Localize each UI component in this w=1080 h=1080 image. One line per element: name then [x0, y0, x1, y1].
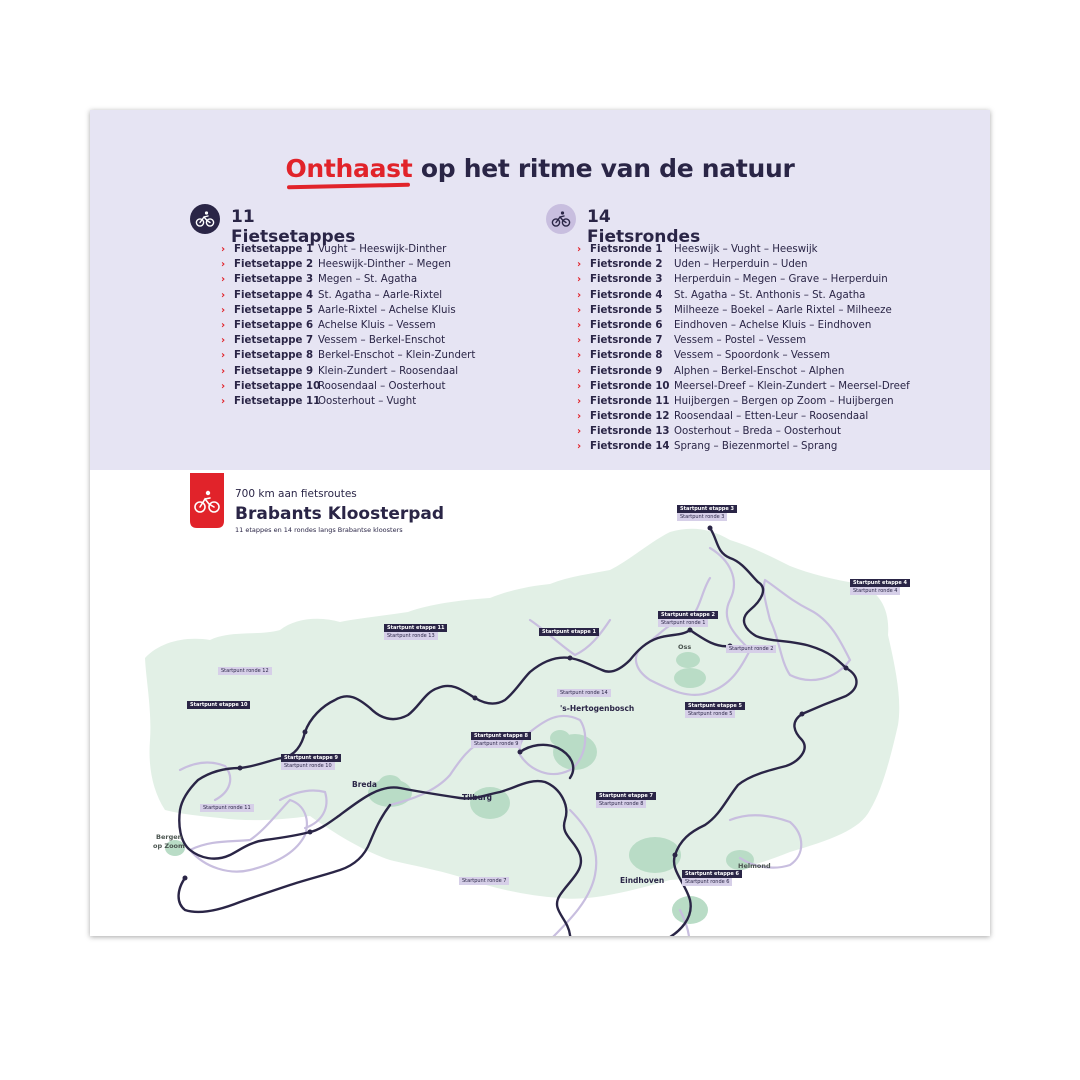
route-name: Fietsronde 11 [590, 395, 670, 407]
label-ronde-12: Startpunt ronde 12 [218, 667, 272, 675]
route-stops: Meersel-Dreef – Klein-Zundert – Meersel-Dreef [674, 380, 910, 392]
route-stops: Eindhoven – Achelse Kluis – Eindhoven [674, 319, 872, 331]
route-name: Fietsetappe 3 [234, 274, 314, 286]
route-stops: Herperduin – Megen – Grave – Herperduin [674, 274, 888, 286]
label-ronde-8: Startpunt ronde 8 [596, 800, 646, 808]
route-stops: St. Agatha – Aarle-Rixtel [318, 289, 443, 301]
chevron-right-icon: › [577, 350, 582, 362]
label-ronde-10: Startpunt ronde 10 [281, 762, 335, 770]
route-name: Fietsetappe 11 [234, 395, 321, 407]
brand-subtitle: 700 km aan fietsroutes [235, 488, 357, 500]
route-name: Fietsetappe 9 [234, 365, 314, 377]
route-name: Fietsetappe 6 [234, 319, 314, 331]
route-name: Fietsronde 4 [590, 289, 663, 301]
label-etappe-7: Startpunt etappe 7 [596, 792, 656, 800]
chevron-right-icon: › [577, 380, 582, 392]
city-label-breda: Breda [352, 780, 377, 789]
city-label-helmond: Helmond [738, 862, 771, 870]
chevron-right-icon: › [577, 411, 582, 423]
chevron-right-icon: › [221, 319, 226, 331]
route-stops: Vessem – Postel – Vessem [674, 335, 807, 347]
chevron-right-icon: › [577, 244, 582, 255]
chevron-right-icon: › [221, 289, 226, 301]
chevron-right-icon: › [221, 244, 226, 255]
bicycle-icon [190, 473, 224, 528]
chevron-right-icon: › [221, 350, 226, 362]
chevron-right-icon: › [221, 304, 226, 316]
headline-rest: op het ritme van de natuur [412, 154, 795, 183]
label-etappe-6: Startpunt etappe 6 [682, 870, 742, 878]
label-ronde-6: Startpunt ronde 6 [682, 878, 732, 886]
route-stops: Oosterhout – Vught [318, 395, 417, 407]
route-stops: St. Agatha – St. Anthonis – St. Agatha [674, 289, 866, 301]
route-name: Fietsronde 14 [590, 441, 670, 453]
route-name: Fietsetappe 8 [234, 350, 314, 362]
route-stops: Sprang – Biezenmortel – Sprang [674, 441, 838, 453]
city-label-bergen-1: Bergen [156, 833, 183, 841]
city-label-den-bosch: 's-Hertogenbosch [560, 704, 635, 713]
label-etappe-4: Startpunt etappe 4 [850, 579, 910, 587]
route-stops: Roosendaal – Etten-Leur – Roosendaal [674, 411, 869, 423]
chevron-right-icon: › [577, 441, 582, 453]
label-ronde-3-card: Startpunt ronde 3 [677, 513, 727, 521]
rondes-title: 14 Fietsrondes [587, 207, 701, 247]
route-name: Fietsetappe 1 [234, 244, 314, 255]
chevron-right-icon: › [577, 319, 582, 331]
route-stops: Klein-Zundert – Roosendaal [318, 365, 459, 377]
chevron-right-icon: › [577, 289, 582, 301]
route-name: Fietsronde 3 [590, 274, 663, 286]
route-name: Fietsetappe 7 [234, 335, 314, 347]
chevron-right-icon: › [221, 365, 226, 377]
city-label-eindhoven: Eindhoven [620, 876, 665, 885]
route-stops: Heeswijk – Vught – Heeswijk [674, 244, 818, 255]
label-etappe-10: Startpunt etappe 10 [187, 701, 250, 709]
route-stops: Huijbergen – Bergen op Zoom – Huijbergen [674, 395, 894, 407]
routes-overview-panel [90, 110, 990, 470]
brand-title: Brabants Kloosterpad [235, 504, 445, 524]
route-stops: Vessem – Spoordonk – Vessem [674, 350, 831, 362]
headline [90, 154, 990, 183]
chevron-right-icon: › [577, 335, 582, 347]
label-etappe-1: Startpunt etappe 1 [539, 628, 599, 636]
city-label-bergen-2: op Zoom [153, 842, 185, 850]
route-name: Fietsronde 6 [590, 319, 663, 331]
route-stops: Roosendaal – Oosterhout [318, 380, 446, 392]
route-name: Fietsetappe 10 [234, 380, 321, 392]
chevron-right-icon: › [221, 259, 226, 271]
chevron-right-icon: › [577, 304, 582, 316]
route-name: Fietsronde 7 [590, 335, 663, 347]
label-ronde-4: Startpunt ronde 4 [850, 587, 900, 595]
chevron-right-icon: › [221, 335, 226, 347]
chevron-right-icon: › [577, 426, 582, 438]
route-stops: Milheeze – Boekel – Aarle Rixtel – Milheeze [674, 304, 892, 316]
city-label-oss: Oss [678, 643, 692, 651]
label-etappe-5: Startpunt etappe 5 [685, 702, 745, 710]
chevron-right-icon: › [221, 274, 226, 286]
route-name: Fietsronde 5 [590, 304, 663, 316]
route-name: Fietsronde 12 [590, 411, 670, 423]
chevron-right-icon: › [221, 395, 226, 407]
route-name: Fietsronde 1 [590, 244, 663, 255]
route-stops: Vught – Heeswijk-Dinther [318, 244, 447, 255]
route-name: Fietsronde 10 [590, 380, 670, 392]
label-ronde-5: Startpunt ronde 5 [685, 710, 735, 718]
route-name: Fietsetappe 5 [234, 304, 314, 316]
chevron-right-icon: › [577, 365, 582, 377]
label-etappe-8: Startpunt etappe 8 [471, 732, 531, 740]
label-ronde-2: Startpunt ronde 2 [726, 645, 776, 653]
route-stops: Vessem – Berkel-Enschot [318, 335, 446, 347]
route-stops: Uden – Herperduin – Uden [674, 259, 808, 271]
route-name: Fietsetappe 2 [234, 259, 314, 271]
route-stops: Berkel-Enschot – Klein-Zundert [318, 350, 476, 362]
chevron-right-icon: › [577, 395, 582, 407]
chevron-right-icon: › [221, 380, 226, 392]
route-stops: Megen – St. Agatha [318, 274, 418, 286]
route-stops: Oosterhout – Breda – Oosterhout [674, 426, 842, 438]
label-ronde-7: Startpunt ronde 7 [459, 877, 509, 885]
route-name: Fietsronde 2 [590, 259, 663, 271]
label-etappe-3-card: Startpunt etappe 3 [677, 505, 737, 513]
route-stops: Heeswijk-Dinther – Megen [318, 259, 451, 271]
route-stops: Aarle-Rixtel – Achelse Kluis [318, 304, 456, 316]
label-ronde-11: Startpunt ronde 11 [200, 804, 254, 812]
chevron-right-icon: › [577, 274, 582, 286]
province-shape [145, 529, 899, 899]
label-etappe-9: Startpunt etappe 9 [281, 754, 341, 762]
route-name: Fietsronde 13 [590, 426, 670, 438]
poster-card [90, 110, 990, 936]
brand-description: 11 etappes en 14 rondes langs Brabantse kloosters [235, 526, 403, 534]
label-ronde-13: Startpunt ronde 13 [384, 632, 438, 640]
city-label-tilburg: Tilburg [462, 793, 493, 802]
label-etappe-2: Startpunt etappe 2 [658, 611, 718, 619]
label-ronde-9: Startpunt ronde 9 [471, 740, 521, 748]
route-name: Fietsetappe 4 [234, 289, 314, 301]
bicycle-icon [546, 204, 576, 234]
headline-accent: Onthaast [285, 154, 413, 183]
route-stops: Alphen – Berkel-Enschot – Alphen [674, 365, 845, 377]
label-etappe-11: Startpunt etappe 11 [384, 624, 447, 632]
route-name: Fietsronde 9 [590, 365, 663, 377]
bicycle-icon [190, 204, 220, 234]
route-name: Fietsronde 8 [590, 350, 663, 362]
label-ronde-1: Startpunt ronde 1 [658, 619, 708, 627]
route-stops: Achelse Kluis – Vessem [318, 319, 436, 331]
chevron-right-icon: › [577, 259, 582, 271]
etappes-title: 11 Fietsetappes [231, 207, 356, 247]
label-ronde-14: Startpunt ronde 14 [557, 689, 611, 697]
